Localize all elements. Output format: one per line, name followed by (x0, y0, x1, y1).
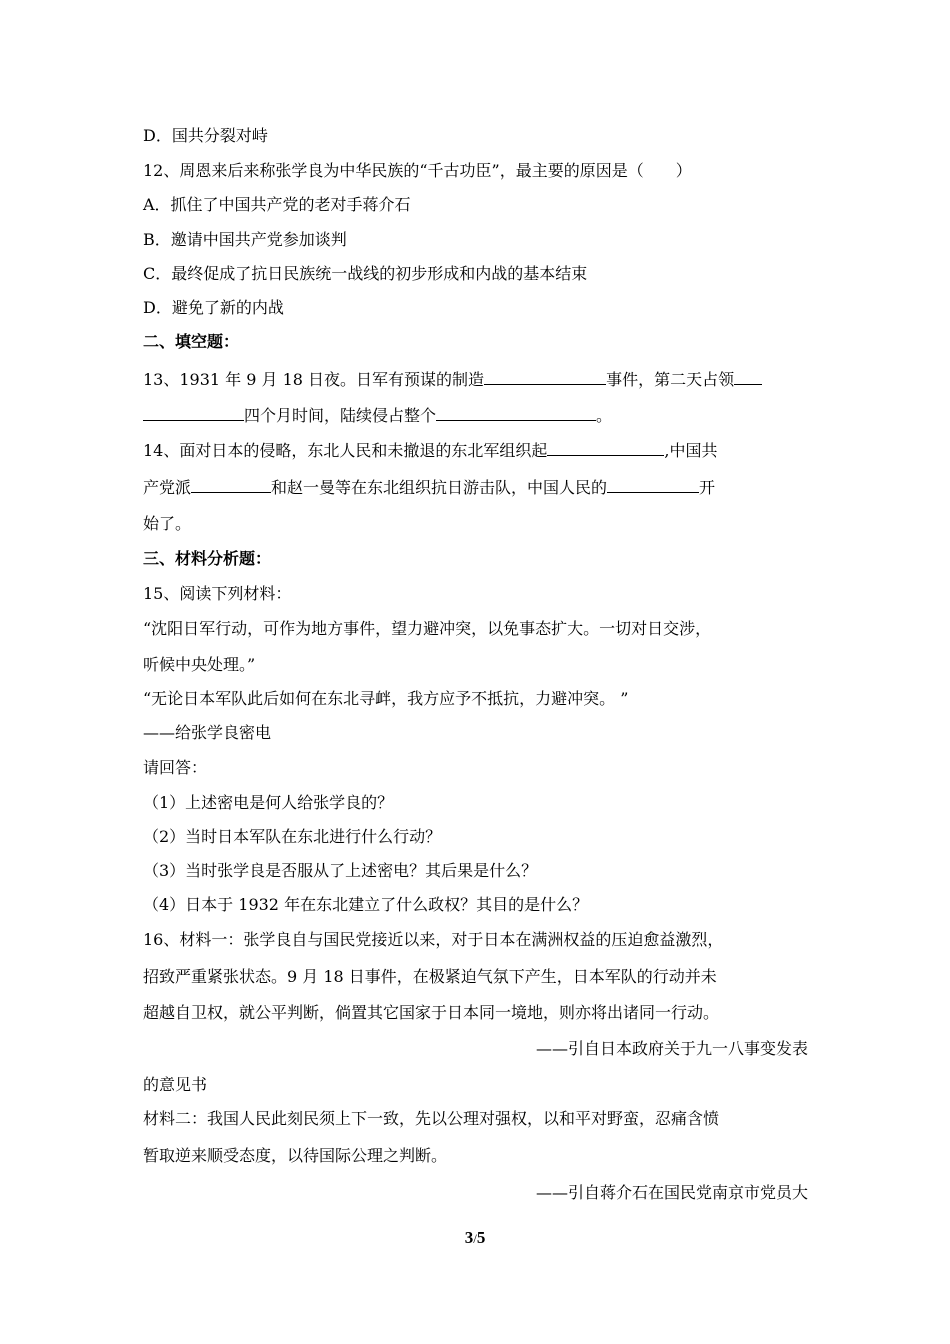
page-number-separator: / (473, 1231, 477, 1246)
page-number-total: 5 (476, 1228, 486, 1247)
q13-text-1: 13、1931 年 9 月 18 日夜。日军有预谋的制造 (143, 370, 485, 389)
q13-text-3: 四个月时间，陆续侵占整个 (244, 406, 437, 425)
q15-intro: 15、阅读下列材料： (143, 584, 292, 603)
q14-text-3: 产党派 (143, 478, 192, 497)
q14-text-4: 和赵一曼等在东北组织抗日游击队，中国人民的 (271, 478, 608, 497)
q13-blank-1 (484, 370, 606, 385)
q12-option-d: D．避免了新的内战 (143, 298, 284, 317)
q16-material1-source-line1: ——引自日本政府关于九一八事变发表 (535, 1039, 808, 1058)
q16-material1-line2: 招致严重紧张状态。9 月 18 日事件，在极紧迫气氛下产生，日本军队的行动并未 (143, 967, 717, 986)
section-fill-in-heading: 二、填空题： (143, 332, 240, 351)
q14-blank-3 (607, 478, 699, 493)
section-material-heading: 三、材料分析题： (143, 549, 272, 568)
q15-quote1-line2: 听候中央处理。” (143, 655, 256, 674)
q15-quote2: “无论日本军队此后如何在东北寻衅，我方应予不抵抗，力避冲突。 ” (143, 689, 629, 708)
q15-sub-question-1: （1）上述密电是何人给张学良的？ (143, 793, 394, 812)
q12-option-a: A．抓住了中国共产党的老对手蒋介石 (143, 195, 411, 214)
q15-source: ——给张学良密电 (143, 723, 272, 742)
q11-option-d: D．国共分裂对峙 (143, 126, 268, 145)
q13-line1 (143, 369, 762, 391)
q15-quote1-line1: “沈阳日军行动，可作为地方事件，望力避冲突，以免事态扩大。一切对日交涉， (143, 619, 712, 638)
q13-text-4: 。 (596, 406, 613, 425)
q13-blank-2a (734, 370, 762, 385)
page-number (0, 1228, 950, 1248)
q14-line2 (143, 477, 715, 499)
q16-material1-line3: 超越自卫权，就公平判断，倘置其它国家于日本同一境地，则亦将出诸同一行动。 (143, 1003, 720, 1022)
q14-text-2: ,中国共 (664, 441, 718, 460)
q16-material2-source-line1: ——引自蒋介石在国民党南京市党员大 (535, 1183, 808, 1202)
q13-blank-2b (143, 406, 244, 421)
page-number-current: 3 (464, 1228, 474, 1247)
q16-material1-line1: 16、材料一：张学良自与国民党接近以来，对于日本在满洲权益的压迫愈益激烈， (143, 930, 724, 949)
q13-line2 (143, 405, 612, 427)
q15-sub-question-2: （2）当时日本军队在东北进行什么行动？ (143, 827, 442, 846)
q14-line3: 始了。 (143, 514, 192, 533)
q16-material1-source-line2: 的意见书 (143, 1075, 208, 1094)
q12-stem: 12、周恩来后来称张学良为中华民族的“千古功臣”，最主要的原因是（ ） (143, 161, 692, 180)
q14-line1 (143, 440, 717, 462)
q14-blank-1 (547, 441, 664, 456)
q15-sub-question-3: （3）当时张学良是否服从了上述密电？其后果是什么？ (143, 861, 538, 880)
q14-text-5: 开 (699, 478, 716, 497)
q15-sub-question-4: （4）日本于 1932 年在东北建立了什么政权？其目的是什么？ (143, 895, 589, 914)
q16-material2-line2: 暂取逆来顺受态度，以待国际公理之判断。 (143, 1146, 448, 1165)
q13-blank-3 (436, 406, 596, 421)
q14-text-1: 14、面对日本的侵略，东北人民和未撤退的东北军组织起 (143, 441, 548, 460)
q14-blank-2 (191, 478, 271, 493)
q16-material2-line1: 材料二：我国人民此刻民须上下一致，先以公理对强权，以和平对野蛮，忍痛含愤 (143, 1109, 720, 1128)
q12-option-c: C．最终促成了抗日民族统一战线的初步形成和内战的基本结束 (143, 264, 588, 283)
q12-option-b: B．邀请中国共产党参加谈判 (143, 230, 347, 249)
q15-prompt: 请回答： (143, 758, 208, 777)
q13-text-2: 事件，第二天占领 (606, 370, 735, 389)
